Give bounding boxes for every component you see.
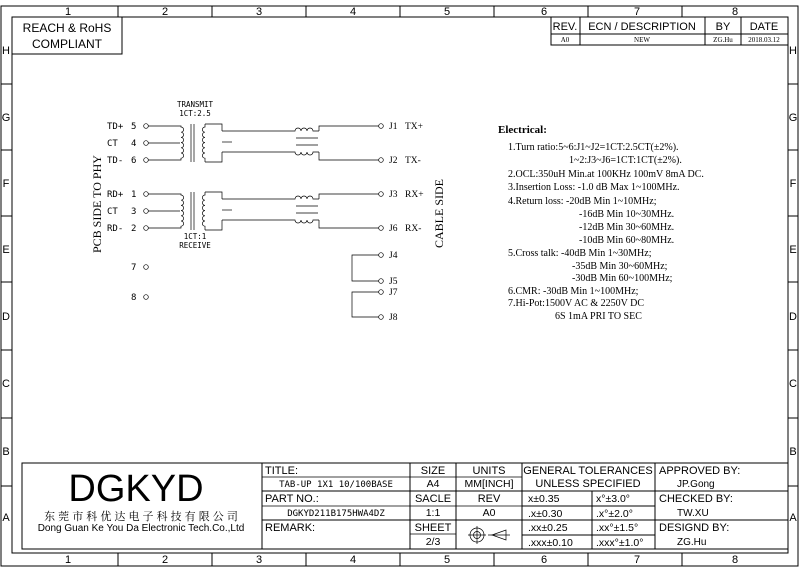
col-label: 6 [540,554,548,566]
compliance-box [12,17,122,54]
designed-label: DESIGND BY: [659,522,730,534]
date-cell: 2018.03.12 [748,36,780,44]
col-label: 6 [540,6,548,18]
rev-header: REV. [552,21,578,33]
col-label: 4 [349,6,357,18]
receive-ratio: 1CT:1 [183,232,207,241]
row-label: A [2,512,10,524]
tolerance-linear: .x±0.30 [528,508,563,520]
spec-line: -30dB Min 60~100MHz; [572,273,673,284]
jack-signal: TX- [405,156,421,166]
row-label: H [789,45,797,57]
scale-value: 1:1 [425,507,441,519]
approved-value: JP.Gong [677,479,715,490]
electrical-notes [498,124,704,322]
bottom-zone-ticks [118,553,682,566]
row-label: D [2,311,10,323]
pin-number: 4 [131,139,137,149]
company-logo: DGKYD [68,468,204,510]
pin-number: 2 [131,224,137,234]
col-label: 2 [161,554,169,566]
pin-terminal [144,295,149,300]
remark-label: REMARK: [265,522,316,534]
pin-name: TD+ [107,122,124,132]
spec-line: -35dB Min 30~60MHz; [572,261,668,272]
jack-signal: RX+ [405,190,424,200]
tolerance-linear: .xxx±0.10 [528,537,573,549]
spec-line: 7.Hi-Pot:1500V AC & 2250V DC [508,298,645,309]
pin-number: 7 [131,263,137,273]
col-label: 2 [161,6,169,18]
revision-table [551,17,788,45]
compliance-line2: COMPLIANT [31,37,103,51]
compliance-line1: REACH & RoHS [22,21,112,35]
tolerance-subtitle: UNLESS SPECIFIED [535,478,641,490]
size-value: A4 [426,478,440,490]
pcb-side-label: PCB SIDE TO PHY [90,155,104,253]
row-label: G [1,112,11,124]
col-label: 7 [633,554,641,566]
tolerance-linear: .xx±0.25 [528,522,568,534]
jack-terminal [379,253,384,258]
rev-label: REV [477,493,501,505]
spec-line: 1.Turn ratio:5~6:J1~J2=1CT:2.5CT(±2%). [508,142,679,153]
checked-label: CHECKED BY: [659,493,733,505]
spec-line: 5.Cross talk: -40dB Min 1~30MHz; [508,248,652,259]
checked-value: TW.XU [677,508,709,519]
col-label: 1 [64,554,72,566]
row-label: E [789,244,797,256]
pin-name: CT [107,139,118,149]
col-label: 5 [443,6,451,18]
jack-terminal [379,124,384,129]
spec-line: -16dB Min 10~30MHz. [579,209,675,220]
units-label: UNITS [472,465,506,477]
tolerance-linear: x±0.35 [528,493,560,505]
spec-line: -12dB Min 30~60MHz. [579,222,675,233]
by-cell: ZG.Hu [713,36,733,44]
spec-line: 3.Insertion Loss: -1.0 dB Max 1~100MHz. [508,182,680,193]
electrical-title: Electrical: [498,124,547,136]
pin-terminal [144,158,149,163]
jack-number: J4 [389,251,398,261]
pin-name: RD+ [107,190,124,200]
col-label: 8 [731,554,739,566]
receive-label: RECEIVE [179,241,211,250]
jack-number: J6 [389,224,398,234]
pin-number: 1 [131,190,137,200]
spec-line: 6.CMR: -30dB Min 1~100MHz; [508,286,639,297]
spec-line: 2.OCL:350uH Min.at 100KHz 100mV 8mA DC. [508,169,704,180]
col-label: 1 [64,6,72,18]
rev-cell: A0 [560,36,570,44]
row-label: F [2,178,10,190]
row-label: A [789,512,797,524]
units-value: MM[INCH] [464,478,514,490]
sheet-label: SHEET [414,522,452,534]
row-label: H [2,45,10,57]
receive-transformer [148,192,379,230]
pin-name: TD- [107,156,124,166]
partno-label: PART NO.: [265,493,319,505]
row-label: E [2,244,10,256]
size-label: SIZE [420,465,446,477]
by-header: BY [715,21,731,33]
col-label: 3 [255,6,263,18]
jack-terminal [379,315,384,320]
scale-label: SACLE [414,493,452,505]
row-label: B [789,446,797,458]
jack-terminal [379,192,384,197]
jack-number: J5 [389,277,398,287]
jack-terminal [379,226,384,231]
tolerance-angular: .xxx°±1.0° [596,537,644,549]
col-label: 7 [633,6,641,18]
pin-terminal [144,192,149,197]
ecn-cell: NEW [634,36,650,44]
col-label: 3 [255,554,263,566]
jack-number: J1 [389,122,398,132]
jack-terminal [379,290,384,295]
pin-terminal [144,226,149,231]
company-name-en: Dong Guan Ke You Da Electronic Tech.Co.,Ltd [37,523,245,534]
spec-line: -10dB Min 60~80MHz. [579,235,675,246]
projection-symbol-icon [468,526,510,544]
tolerance-angular: .x°±2.0° [596,508,633,520]
pin-terminal [144,209,149,214]
rev-value: A0 [482,507,496,519]
sheet-value: 2/3 [425,536,441,548]
tolerance-title: GENERAL TOLERANCES [523,465,653,477]
transmit-ratio: 1CT:2.5 [179,109,211,118]
title-block [22,463,788,549]
jack-number: J8 [389,313,398,323]
spec-line: 6S 1mA PRI TO SEC [555,311,642,322]
row-label: B [2,446,10,458]
date-header: DATE [749,21,779,33]
title-label: TITLE: [265,465,299,477]
pin-number: 8 [131,293,137,303]
spec-line: 4.Return loss: -20dB Min 1~10MHz; [508,196,657,207]
row-label: C [2,378,10,390]
designed-value: ZG.Hu [677,537,707,548]
top-zone-ticks [118,6,682,17]
transmit-transformer [148,124,379,162]
pin-terminal [144,141,149,146]
title-value: TAB-UP 1X1 10/100BASE [279,480,393,490]
transmit-label: TRANSMIT [176,100,214,109]
pin-name: RD- [107,224,124,234]
row-label: D [789,311,797,323]
spec-line: 1~2:J3~J6=1CT:1CT(±2%). [569,155,682,166]
pin-name: CT [107,207,118,217]
col-label: 8 [731,6,739,18]
row-label: G [788,112,798,124]
pin-number: 5 [131,122,137,132]
jack-signal: RX- [405,224,422,234]
row-label: C [789,378,797,390]
jack-number: J2 [389,156,398,166]
jack-number: J3 [389,190,398,200]
jack-number: J7 [389,288,398,298]
schematic [90,100,446,323]
jack-terminal [379,279,384,284]
approved-label: APPROVED BY: [659,465,741,477]
jack-terminal [379,158,384,163]
ecn-header: ECN / DESCRIPTION [588,21,696,33]
company-name-cn: 东 莞 市 科 优 达 电 子 科 技 有 限 公 司 [44,511,238,523]
row-label: F [789,178,797,190]
col-label: 5 [443,554,451,566]
pin-number: 6 [131,156,137,166]
col-label: 4 [349,554,357,566]
pin-terminal [144,124,149,129]
shield-links [352,255,379,317]
jack-signal: TX+ [405,122,424,132]
tolerance-angular: .xx°±1.5° [596,522,639,534]
cable-side-label: CABLE SIDE [432,179,446,248]
partno-value: DGKYD211B175HWA4DZ [287,509,385,519]
pin-number: 3 [131,207,137,217]
pin-terminal [144,265,149,270]
tolerance-angular: x°±3.0° [596,493,631,505]
